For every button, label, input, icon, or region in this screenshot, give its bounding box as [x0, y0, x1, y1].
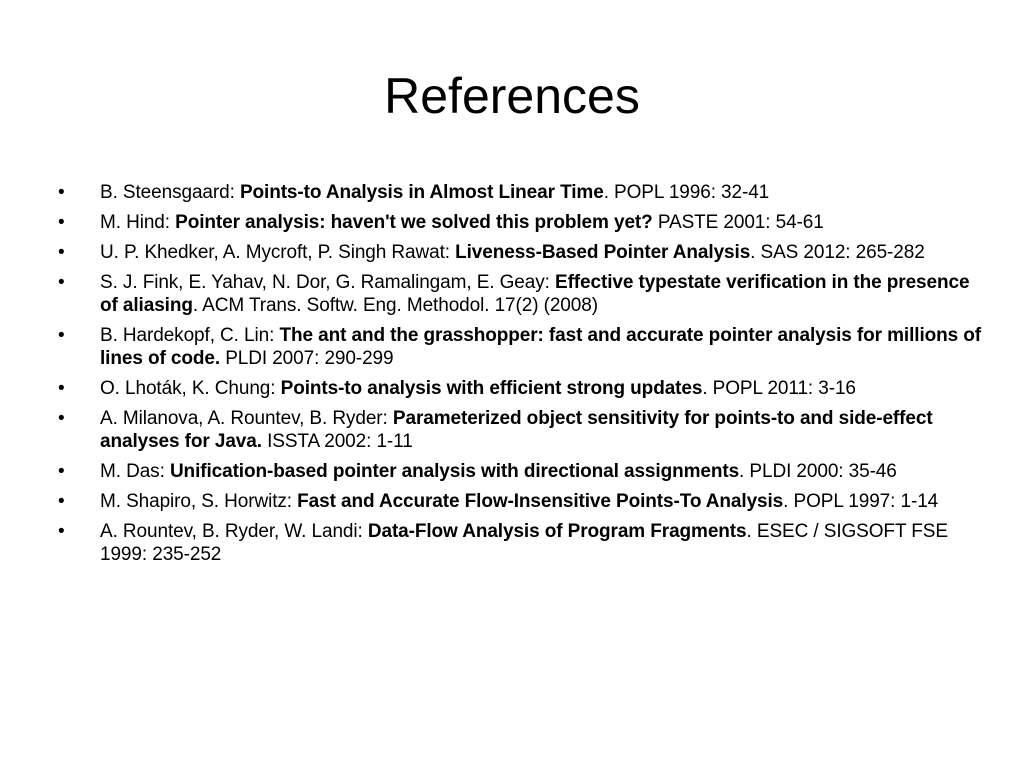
- reference-authors: S. J. Fink, E. Yahav, N. Dor, G. Ramalingam, E. Geay:: [100, 272, 555, 293]
- reference-title: Unification-based pointer analysis with directional assignments: [169, 461, 740, 482]
- bullet-icon: •: [58, 521, 65, 542]
- reference-title: Effective typestate verification in the presence of aliasing: [100, 272, 970, 316]
- reference-item: [54, 211, 990, 234]
- bullet-icon: •: [58, 212, 65, 233]
- reference-venue: PASTE 2001: 54-61: [652, 212, 824, 233]
- reference-venue: . POPL 1997: 1-14: [783, 491, 939, 512]
- reference-item: [54, 460, 990, 483]
- bullet-icon: •: [58, 182, 65, 203]
- reference-venue: . POPL 1996: 32-41: [603, 182, 770, 203]
- reference-item: [54, 271, 990, 317]
- reference-item: [54, 520, 990, 566]
- reference-authors: A. Rountev, B. Ryder, W. Landi:: [100, 521, 368, 542]
- reference-title: Parameterized object sensitivity for points-to and side-effect analyses for Java.: [100, 408, 933, 452]
- reference-title: Points-to analysis with efficient strong updates: [280, 378, 703, 399]
- reference-authors: M. Das:: [100, 461, 170, 482]
- reference-venue: . ACM Trans. Softw. Eng. Methodol. 17(2) (2008): [192, 295, 598, 316]
- reference-item: [54, 181, 990, 204]
- reference-title: Points-to Analysis in Almost Linear Time: [239, 182, 604, 203]
- reference-list: [54, 181, 990, 573]
- reference-venue: ISSTA 2002: 1-11: [261, 431, 413, 452]
- reference-title: The ant and the grasshopper: fast and accurate pointer analysis for millions of lines of code.: [100, 325, 982, 369]
- bullet-icon: •: [58, 491, 65, 512]
- reference-item: [54, 490, 990, 513]
- reference-authors: M. Hind:: [100, 212, 176, 233]
- reference-authors: B. Hardekopf, C. Lin:: [100, 325, 280, 346]
- reference-venue: . ESEC / SIGSOFT FSE 1999: 235-252: [100, 521, 948, 565]
- reference-item: [54, 324, 990, 370]
- bullet-icon: •: [58, 242, 65, 263]
- reference-item: [54, 241, 990, 264]
- reference-item: [54, 407, 990, 453]
- reference-item: [54, 377, 990, 400]
- reference-title: Fast and Accurate Flow-Insensitive Points-To Analysis: [297, 491, 784, 512]
- reference-authors: U. P. Khedker, A. Mycroft, P. Singh Rawat:: [100, 242, 456, 263]
- reference-authors: A. Milanova, A. Rountev, B. Ryder:: [100, 408, 393, 429]
- reference-venue: . PLDI 2000: 35-46: [739, 461, 897, 482]
- bullet-icon: •: [58, 461, 65, 482]
- bullet-icon: •: [58, 272, 65, 293]
- bullet-icon: •: [58, 378, 65, 399]
- reference-title: Pointer analysis: haven't we solved this problem yet?: [175, 212, 653, 233]
- slide-title: References: [384, 68, 640, 124]
- reference-title: Data-Flow Analysis of Program Fragments: [367, 521, 747, 542]
- reference-authors: O. Lhoták, K. Chung:: [100, 378, 281, 399]
- reference-authors: B. Steensgaard:: [100, 182, 240, 203]
- reference-venue: . SAS 2012: 265-282: [750, 242, 925, 263]
- reference-title: Liveness-Based Pointer Analysis: [455, 242, 751, 263]
- reference-authors: M. Shapiro, S. Horwitz:: [100, 491, 298, 512]
- reference-venue: . POPL 2011: 3-16: [702, 378, 856, 399]
- reference-venue: PLDI 2007: 290-299: [220, 348, 394, 369]
- bullet-icon: •: [58, 325, 65, 346]
- bullet-icon: •: [58, 408, 65, 429]
